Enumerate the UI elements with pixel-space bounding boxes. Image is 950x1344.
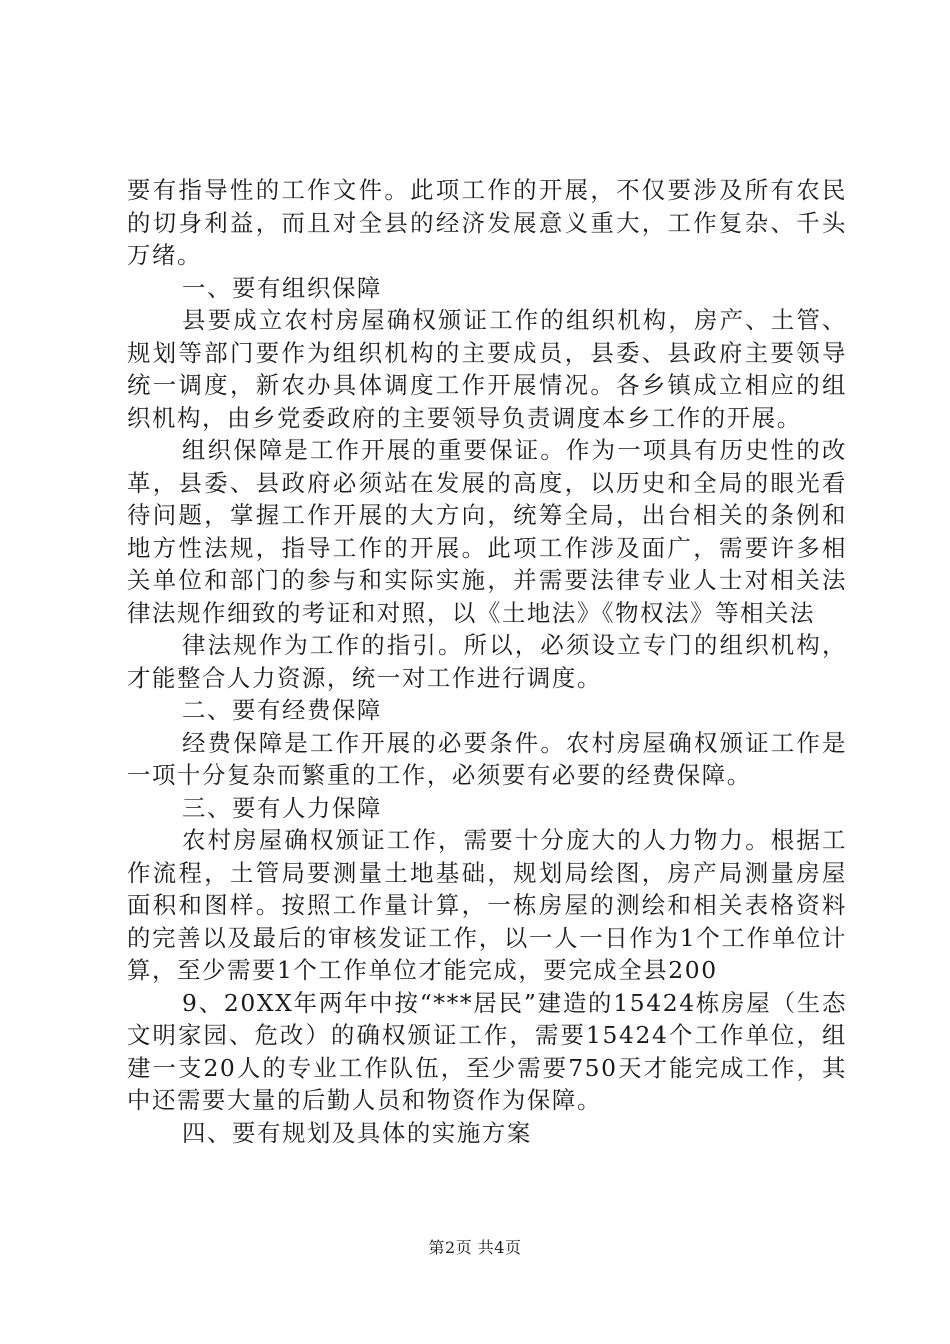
section-heading: 四、要有规划及具体的实施方案 [182,1118,532,1147]
paragraph: 要有指导性的工作文件。此项工作的开展，不仅要涉及所有农民的切身利益，而且对全县的经济发展意义重大，工作复杂、千头万绪。 [127,176,847,269]
paragraph: 县要成立农村房屋确权颁证工作的组织机构，房产、土管、规划等部门要作为组织机构的主要成员，县委、县政府主要领导统一调度，新农办具体调度工作开展情况。各乡镇成立相应的组织机构，由乡党委政府的主要领导负责调度本乡工作的开展。 [127,306,847,432]
paragraph: 律法规作为工作的指引。所以，必须设立专门的组织机构，才能整合人力资源，统一对工作进行调度。 [127,631,847,692]
page-footer [0,1238,950,1258]
paragraph: 9、20XX年两年中按“***居民”建造的15424栋房屋（生态文明家园、危改）的确权颁证工作，需要15424个工作单位，组建一支20人的专业工作队伍，至少需要750天才能完成工作，其中还需要大量的后勤人员和物资作为保障。 [127,988,847,1114]
paragraph: 农村房屋确权颁证工作，需要十分庞大的人力物力。根据工作流程，土管局要测量土地基础，规划局绘图，房产局测量房屋面积和图样。按照工作量计算，一栋房屋的测绘和相关表格资料的完善以及最后的审核发证工作，以一人一日作为1个工作单位计算，至少需要1个工作单位才能完成，要完成全县200 [127,826,847,984]
paragraph: 经费保障是工作开展的必要条件。农村房屋确权颁证工作是一项十分复杂而繁重的工作，必须要有必要的经费保障。 [127,728,847,789]
section-heading: 一、要有组织保障 [182,273,382,302]
page-number: 第2页 共4页 [428,1238,522,1257]
paragraph: 组织保障是工作开展的重要保证。作为一项具有历史性的改革，县委、县政府必须站在发展的高度，以历史和全局的眼光看待问题，掌握工作开展的大方向，统筹全局，出台相关的条例和地方性法规，指导工作的开展。此项工作涉及面广，需要许多相关单位和部门的参与和实际实施，并需要法律专业人士对相关法律法规作细致的考证和对照，以《土地法》《物权法》等相关法 [127,436,847,627]
section-heading: 二、要有经费保障 [182,696,382,724]
section-heading: 三、要有人力保障 [182,793,382,822]
document-body [127,174,847,1149]
